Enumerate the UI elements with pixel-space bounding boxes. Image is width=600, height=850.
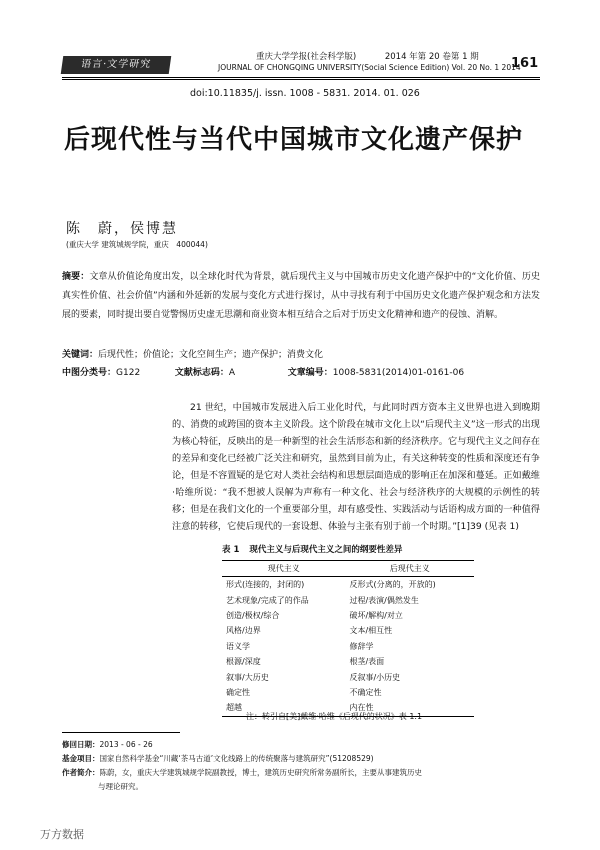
table-row	[222, 592, 474, 607]
table-cell: 反叙事/小历史	[349, 672, 401, 682]
table-cell: 不确定性	[349, 687, 382, 697]
table-cell: 叙事/大历史	[226, 672, 269, 682]
table-cell: 内在性	[345, 700, 474, 716]
table-cell: 创造/极权/综合	[226, 610, 280, 620]
keywords-text: 后现代性；价值论；文化空间生产；遗产保护；消费文化	[98, 350, 324, 360]
table-cell: 文本/相互性	[349, 626, 393, 636]
clc-value: G122	[116, 368, 141, 378]
table-row	[222, 608, 474, 623]
journal-name-cn: 重庆大学学报(社会科学版)	[256, 52, 357, 62]
table-row	[222, 685, 474, 700]
author-bio-cont: 与理论研究。	[98, 782, 143, 791]
table-row	[222, 639, 474, 654]
author-bio-line1: 陈蔚，女，重庆大学建筑城规学院副教授，博士，建筑历史研究所常务副所长，主要从事建筑历史	[99, 768, 422, 777]
table-cell: 根源/深度	[226, 657, 261, 667]
header-divider-secondary	[62, 79, 540, 80]
comparison-table	[222, 560, 474, 717]
fund-info	[62, 752, 540, 765]
article-no-value: 1008-5831(2014)01-0161-06	[332, 368, 465, 378]
fund-label: 基金项目：	[62, 754, 100, 763]
body-paragraph: 21 世纪，中国城市发展进入后工业化时代，与此同时西方资本主义世界也进入到晚期的、消费的或跨国的资本主义阶段。这个阶段在城市文化上以“后现代主义”这一形式的出现为核心特征，反映出的是一种新型的社会生活形态和新的经济秩序。它与现代主义之间存在的差异和变化已经被广泛关注和研究，虽然到目前为止，有关这种转变的性质和深度还有争论，但是不容置疑的是它对人类社会结构和思想层面造成的影响正在加深和蔓延。正如戴维·哈维所说：“我不想被人误解为声称有一种文化、社会与经济秩序的大规模的示例性的转移；但是在我们文化的一个重要部分里，却有感受性、实践活动与话语构成方面的一种值得注意的转移，它使后现代的一套设想、体验与主张有别于前一个时期。”[1]39 (见表 1)	[172, 402, 540, 532]
classification-meta	[62, 365, 540, 378]
issue-info-cn: 2014 年第 20 卷第 1 期	[384, 52, 479, 62]
table-cell: 反形式(分离的，开放的)	[349, 580, 436, 590]
author-bio	[62, 766, 540, 779]
table-cell: 修辞学	[349, 641, 374, 651]
table-header-row	[222, 561, 474, 577]
table-number: 表 1	[222, 545, 240, 555]
table-row	[222, 669, 474, 684]
fund-value: 国家自然科学基金“川藏‘茶马古道’文化线路上的传统聚落与建筑研究”(51208529)	[99, 754, 374, 763]
table-caption	[222, 543, 402, 555]
abstract	[62, 268, 540, 325]
table-note: 注：转引自[美]戴维·哈维《后现代的状况》表 1.1	[246, 712, 423, 721]
keywords-label: 关键词：	[62, 350, 99, 360]
abstract-text: 文章从价值论角度出发，以全球化时代为背景，就后现代主义与中国城市历史文化遗产保护中的“文化价值、历史真实性价值、社会价值”内涵和外延新的发展与变化方式进行探讨，从中寻找有利于中国历史文化遗产保护观念和方法发展的要素，同时提出要自觉警惕历史虚无思潮和商业资本相互结合之后对于历史文化精神和遗产的侵蚀、消解。	[62, 272, 540, 320]
table-cell: 破坏/解构/对立	[349, 610, 403, 620]
table-cell: 过程/表演/偶然发生	[349, 595, 419, 605]
doi: doi:10.11835/j. issn. 1008 - 5831. 2014. 01. 026	[190, 88, 420, 99]
keywords	[62, 347, 540, 360]
watermark: 万方数据	[40, 828, 84, 841]
table-row	[222, 577, 474, 593]
received-label: 修回日期：	[62, 740, 100, 749]
page-number: 161	[511, 56, 539, 71]
table-cell: 确定性	[226, 687, 250, 697]
table-header-cell: 后现代主义	[345, 561, 474, 577]
table-cell: 语义学	[226, 641, 250, 651]
doc-code-value: A	[228, 368, 236, 378]
article-title: 后现代性与当代中国城市文化遗产保护	[64, 125, 524, 155]
table-row	[222, 623, 474, 638]
table-header-cell: 现代主义	[222, 561, 345, 577]
received-date	[62, 738, 540, 751]
table-caption-text: 现代主义与后现代主义之间的纲要性差异	[249, 545, 403, 555]
footnotes	[62, 738, 540, 794]
authors: 陈 蔚，侯博慧	[66, 221, 178, 237]
journal-header-cn	[256, 50, 479, 62]
table-cell: 超越	[222, 700, 345, 716]
journal-name-en: JOURNAL OF CHONGQING UNIVERSITY(Social Science Edition) Vol. 20 No. 1 2014	[218, 63, 521, 72]
author-bio-label: 作者简介：	[62, 768, 100, 777]
clc-label: 中图分类号：	[62, 368, 117, 378]
footnote-divider	[62, 732, 180, 733]
table-cell: 艺术现象/完成了的作品	[226, 595, 309, 605]
received-value: 2013 - 06 - 26	[99, 740, 153, 749]
article-no-label: 文章编号：	[287, 368, 333, 378]
affiliation: (重庆大学 建筑城规学院，重庆 400044)	[66, 240, 208, 249]
doc-code-label: 文献标志码：	[174, 368, 229, 378]
table-cell: 风格/边界	[226, 626, 261, 636]
table-cell: 根茎/表面	[349, 657, 385, 667]
table-row	[222, 654, 474, 669]
abstract-label: 摘要：	[62, 272, 90, 282]
header-divider	[62, 77, 540, 78]
table-cell: 形式(连接的，封闭的)	[226, 580, 305, 590]
section-tag: 语言·文学研究	[61, 56, 172, 74]
